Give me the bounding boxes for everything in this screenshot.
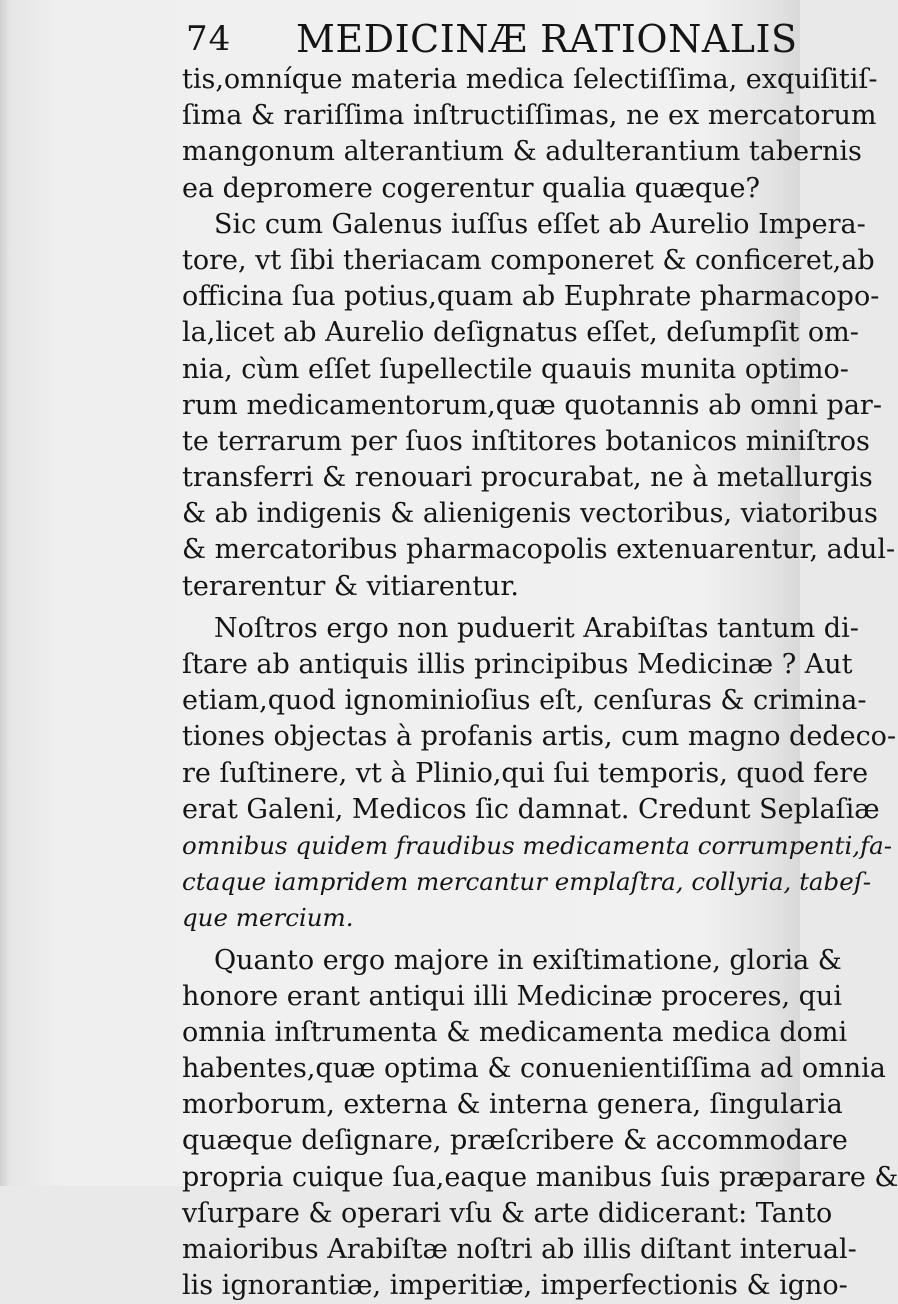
text-line: maioribus Arabiſtæ noſtri ab illis diſtant interual-	[182, 1234, 857, 1265]
text-line: Quanto ergo majore in exiſtimatione, gloria &	[214, 944, 842, 976]
text-line: ea depromere cogerentur qualia quæque?	[182, 172, 760, 204]
text-line: Sic cum Galenus iuſſus eſſet ab Aurelio Impera-	[214, 208, 866, 240]
text-line: propria cuique ſua,eaque manibus ſuis præparare &	[182, 1161, 898, 1193]
text-line: & mercatoribus pharmacopolis extenuarentur, adul-	[182, 534, 896, 566]
body-text	[182, 62, 898, 1302]
text-line: vſurpare & operari vſu & arte didicerant: Tanto	[182, 1197, 833, 1229]
text-line: quæque deſignare, præſcribere & accommodare	[182, 1125, 848, 1157]
text-line: rum medicamentorum,quæ quotannis ab omni par-	[182, 389, 882, 421]
text-line: Noſtros ergo non puduerit Arabiſtas tantum di-	[214, 612, 859, 644]
text-line: etiam,quod ignominioſius eſt, cenſuras & crimina-	[182, 685, 867, 717]
text-line: honore erant antiqui illi Medicinæ proceres, qui	[182, 980, 842, 1012]
text-line: lis ignorantiæ, imperitiæ, imperfectionis & igno-	[182, 1270, 848, 1302]
text-line: officina ſua potius,quam ab Euphrate pharmacopo-	[182, 281, 880, 313]
page-number: 74	[186, 19, 232, 59]
text-line: tis,omníque materia medica ſelectiſſima, exquiſitiſ-	[182, 64, 878, 95]
text-line: ſima & rariſſima inſtructiſſimas, ne ex mercatorum	[182, 100, 877, 132]
text-line: & ab indigenis & alienigenis vectoribus, viatoribus	[182, 498, 878, 530]
text-line: transferri & renouari procurabat, ne à metallurgis	[182, 462, 873, 494]
text-line: tore, vt ſibi theriacam componeret & conficeret,ab	[182, 244, 875, 276]
text-line: la,licet ab Aurelio deſignatus eſſet, deſumpſit om-	[182, 317, 859, 349]
text-line: mangonum alterantium & adulterantium tabernis	[182, 136, 862, 168]
text-line: te terrarum per ſuos inſtitores botanicos miniſtros	[182, 425, 870, 457]
text-line: nia, cùm eſſet ſupellectile quauis munita optimo-	[182, 353, 849, 385]
text-line: morborum, externa & interna genera, ſingularia	[182, 1089, 843, 1121]
text-line: terarentur & vitiarentur.	[182, 570, 519, 602]
text-line: re ſuſtinere, vt à Plinio,qui ſui temporis, quod fere	[182, 757, 869, 789]
text-line-italic: ctaque iampridem mercantur emplaſtra, collyria, tabeſ-	[182, 867, 872, 897]
text-line-italic: omnibus quidem fraudibus medicamenta corrumpenti,fa-	[182, 830, 893, 860]
text-line: habentes,quæ optima & conuenientiſſima ad omnia	[182, 1053, 886, 1085]
text-line: omnia inſtrumenta & medicamenta medica domi	[182, 1016, 848, 1048]
running-head: MEDICINÆ RATIONALIS	[296, 17, 798, 61]
text-line: ſtare ab antiquis illis principibus Medicinæ ? Aut	[182, 649, 853, 680]
text-line: tiones objectas à profanis artis, cum magno dedeco-	[182, 721, 897, 753]
text-line: erat Galeni, Medicos ſic damnat. Credunt Seplaſiæ	[182, 793, 880, 825]
text-line-italic: que mercium.	[182, 903, 354, 933]
page-header	[186, 12, 798, 66]
